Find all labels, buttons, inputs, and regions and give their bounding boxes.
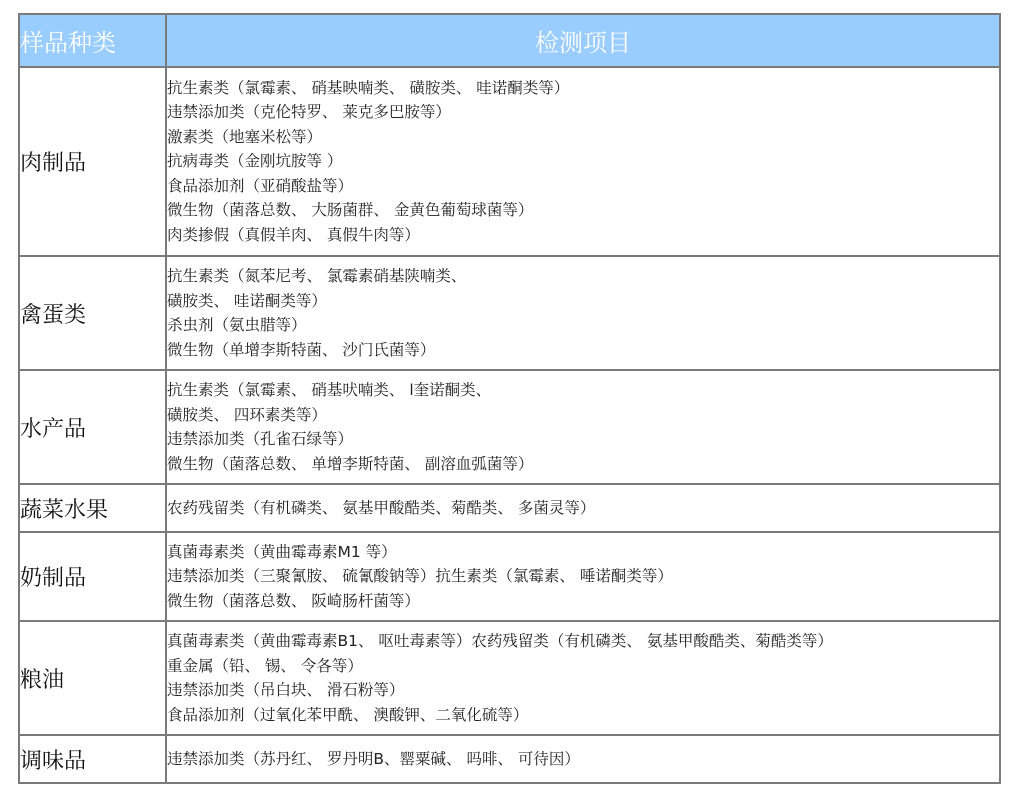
test-items-cell [166,256,1000,370]
test-item-line: 肉类掺假（真假羊肉、 真假牛肉等） [167,225,420,244]
test-items-cell [166,370,1000,484]
table-row [19,484,1000,532]
test-item-line: 抗生素类（氯霉素、 硝基映喃类、 磺胺类、 哇诺酮类等） [167,78,570,97]
header-test-items: 检测项目 [166,14,1000,67]
sample-type-cell: 调味品 [19,735,166,783]
header-sample-type: 样品种类 [19,14,166,67]
test-item-line: 食品添加剂（过氧化苯甲酰、 澳酸钾、二氧化硫等） [167,705,529,724]
table-row [19,735,1000,783]
test-item-line: 抗生素类（氮苯尼考、 氯霉素硝基陕喃类、 [167,267,467,285]
test-item-line: 食品添加剂（亚硝酸盐等） [167,176,354,195]
test-item-line: 磺胺类、 哇诺酮类等） [167,291,327,310]
sample-type-cell: 禽蛋类 [19,256,166,370]
test-item-line: 激素类（地塞米松等） [167,127,323,146]
test-items-cell [166,532,1000,621]
test-items-cell [166,67,1000,256]
table-row [19,532,1000,621]
test-items-cell [166,621,1000,735]
sample-type-cell: 蔬菜水果 [19,484,166,532]
test-item-line: 真菌毒素类（黄曲霉毒素B1、 呕吐毒素等）农药残留类（有机磷类、 氨基甲酸酷类、菊酷类等） [167,632,833,650]
test-item-line: 抗病毒类（金刚坑胺等 ） [167,152,343,171]
test-item-line: 微生物（单增李斯特菌、 沙门氏菌等） [167,340,436,359]
test-items-cell [166,735,1000,783]
test-item-line: 农药残留类（有机磷类、 氨基甲酸酷类、菊酷类、 多菌灵等） [167,498,596,517]
test-item-line: 微生物（菌落总数、 阪崎肠杆菌等） [167,591,420,610]
test-item-line: 真菌毒素类（黄曲霉毒素M1 等） [167,542,397,561]
table-header-row [19,14,1000,67]
test-item-line: 违禁添加类（三聚氰胺、 硫氰酸钠等）抗生素类（氯霉素、 唾诺酮类等） [167,567,673,586]
test-item-line: 抗生素类（氯霉素、 硝基吠喃类、 l奎诺酮类、 [167,381,492,399]
sample-type-cell: 奶制品 [19,532,166,621]
table-row [19,370,1000,484]
sample-type-cell: 粮油 [19,621,166,735]
test-items-cell [166,484,1000,532]
testing-items-table [18,13,1001,784]
test-item-line: 违禁添加类（克伦特罗、 莱克多巴胺等） [167,103,451,122]
test-item-line: 违禁添加类（苏丹红、 罗丹明B、罂粟碱、 吗啡、 可待因） [167,749,580,768]
table-row [19,256,1000,370]
test-item-line: 违禁添加类（吊白块、 滑石粉等） [167,681,405,699]
table-row [19,621,1000,735]
test-item-line: 微生物（菌落总数、 大肠菌群、 金黄色葡萄球菌等） [167,201,534,220]
test-item-line: 重金属（铅、 锡、 令各等） [167,656,363,675]
test-item-line: 杀虫剂（氨虫腊等） [167,316,307,334]
sample-type-cell: 肉制品 [19,67,166,256]
sample-type-cell: 水产品 [19,370,166,484]
test-item-line: 违禁添加类（孔雀石绿等） [167,430,354,448]
table-row [19,67,1000,256]
test-item-line: 磺胺类、 四环素类等） [167,405,327,424]
test-item-line: 微生物（菌落总数、 单增李斯特菌、 副溶血弧菌等） [167,454,534,473]
